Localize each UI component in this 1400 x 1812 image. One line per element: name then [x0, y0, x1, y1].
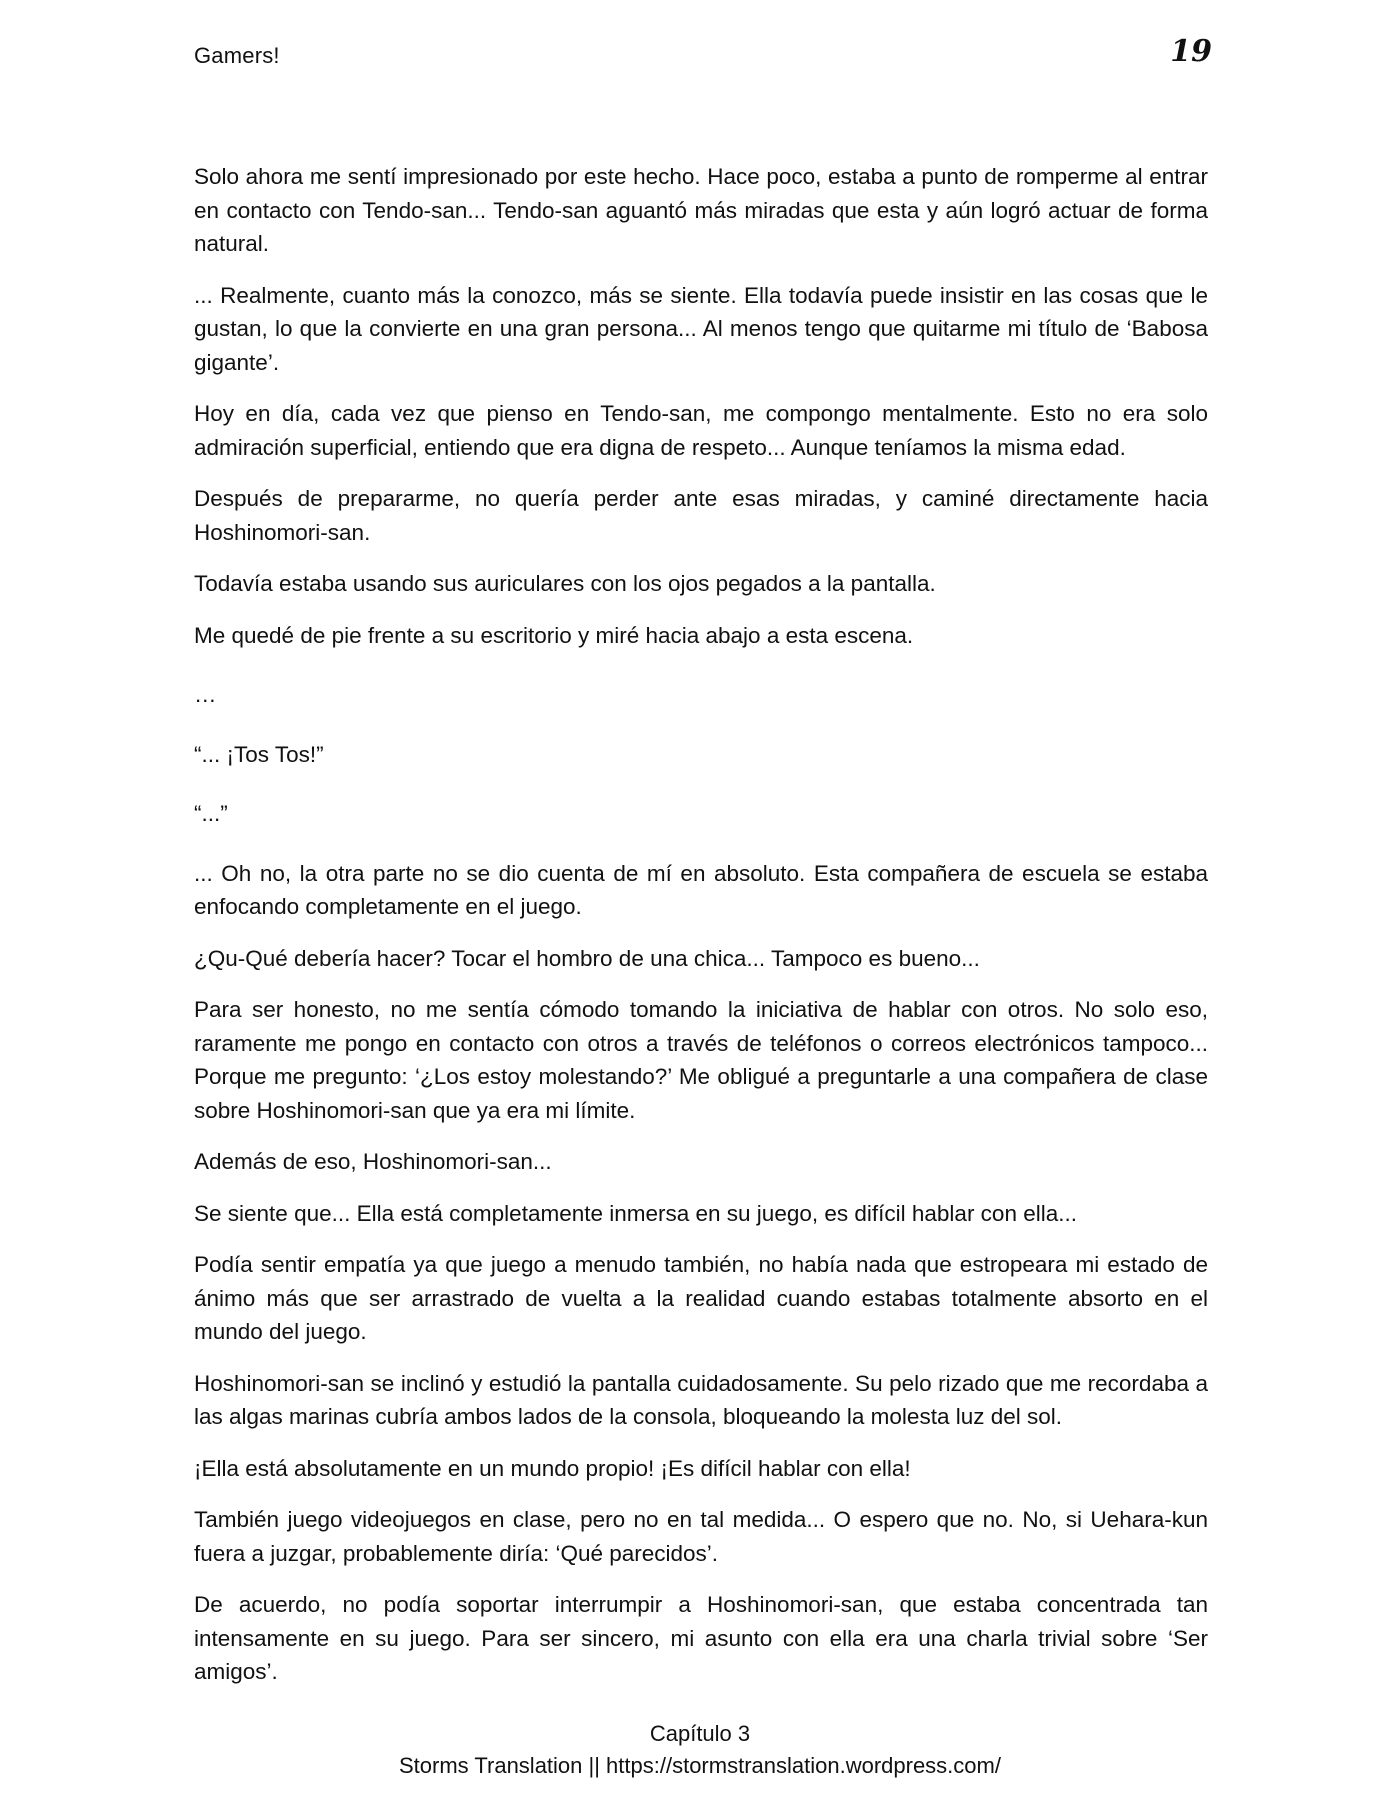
paragraph: Se siente que... Ella está completamente inmersa en su juego, es difícil hablar con ella... [194, 1200, 1077, 1226]
paragraph: ¿Qu-Qué debería hacer? Tocar el hombro de una chica... Tampoco es bueno... [194, 945, 980, 971]
paragraph: También juego videojuegos en clase, pero no en tal medida... O espero que no. No, si Uehara-kun fuera a juzgar, probablemente diría: ‘Qué parecidos’. [194, 1507, 1208, 1566]
page-number: 19 [1170, 34, 1212, 69]
paragraph: De acuerdo, no podía soportar interrumpir a Hoshinomori-san, que estaba concentrada tan intensamente en su juego. Para ser sincero, mi asunto con ella era una charla trivial sobre ‘Ser amigos’. [194, 1592, 1208, 1684]
paragraph: ... Realmente, cuanto más la conozco, más se siente. Ella todavía puede insistir en las cosas que le gustan, lo que la convierte en una gran persona... Al menos tengo que quitarme mi título de ‘Babosa gigante’. [194, 282, 1208, 375]
paragraph: ¡Ella está absolutamente en un mundo propio! ¡Es difícil hablar con ella! [194, 1455, 911, 1481]
paragraph: … [194, 682, 217, 707]
dialogue-line: “... ¡Tos Tos!” [194, 741, 324, 767]
paragraph: Después de prepararme, no quería perder ante esas miradas, y caminé directamente hacia Hoshinomori-san. [194, 486, 1208, 545]
paragraph: ... Oh no, la otra parte no se dio cuenta de mí en absoluto. Esta compañera de escuela se estaba enfocando completamente en el juego. [194, 860, 1208, 919]
paragraph: Me quedé de pie frente a su escritorio y miré hacia abajo a esta escena. [194, 622, 914, 648]
body-text [194, 160, 1208, 1707]
paragraph: Para ser honesto, no me sentía cómodo tomando la iniciativa de hablar con otros. No solo eso, raramente me pongo en contacto con otros a través de teléfonos o correos electrónicos tampoco... Porque me pregunto: ‘¿Los estoy molestando?’ Me obligué a preguntarle a una compañera de clase sobre Hoshinomori-san que ya era mi límite. [194, 997, 1208, 1123]
paragraph: Todavía estaba usando sus auriculares con los ojos pegados a la pantalla. [194, 571, 936, 596]
footer-credit: Storms Translation || https://stormstranslation.wordpress.com/ [399, 1753, 1001, 1778]
dialogue-line: “...” [194, 801, 228, 826]
footer-chapter: Capítulo 3 [649, 1721, 751, 1746]
paragraph: Solo ahora me sentí impresionado por este hecho. Hace poco, estaba a punto de romperme al entrar en contacto con Tendo-san... Tendo-san aguantó más miradas que esta y aún logró actuar de forma natural. [194, 164, 1208, 256]
header-title: Gamers! [194, 43, 280, 68]
paragraph: Además de eso, Hoshinomori-san... [194, 1149, 552, 1174]
paragraph: Podía sentir empatía ya que juego a menudo también, no había nada que estropeara mi estado de ánimo más que ser arrastrado de vuelta a la realidad cuando estabas totalmente absorto en el mundo del juego. [194, 1252, 1208, 1344]
paragraph: Hoshinomori-san se inclinó y estudió la pantalla cuidadosamente. Su pelo rizado que me recordaba a las algas marinas cubría ambos lados de la consola, bloqueando la molesta luz del sol. [194, 1370, 1208, 1429]
paragraph: Hoy en día, cada vez que pienso en Tendo-san, me compongo mentalmente. Esto no era solo admiración superficial, entiendo que era digna de respeto... Aunque teníamos la misma edad. [194, 401, 1208, 460]
